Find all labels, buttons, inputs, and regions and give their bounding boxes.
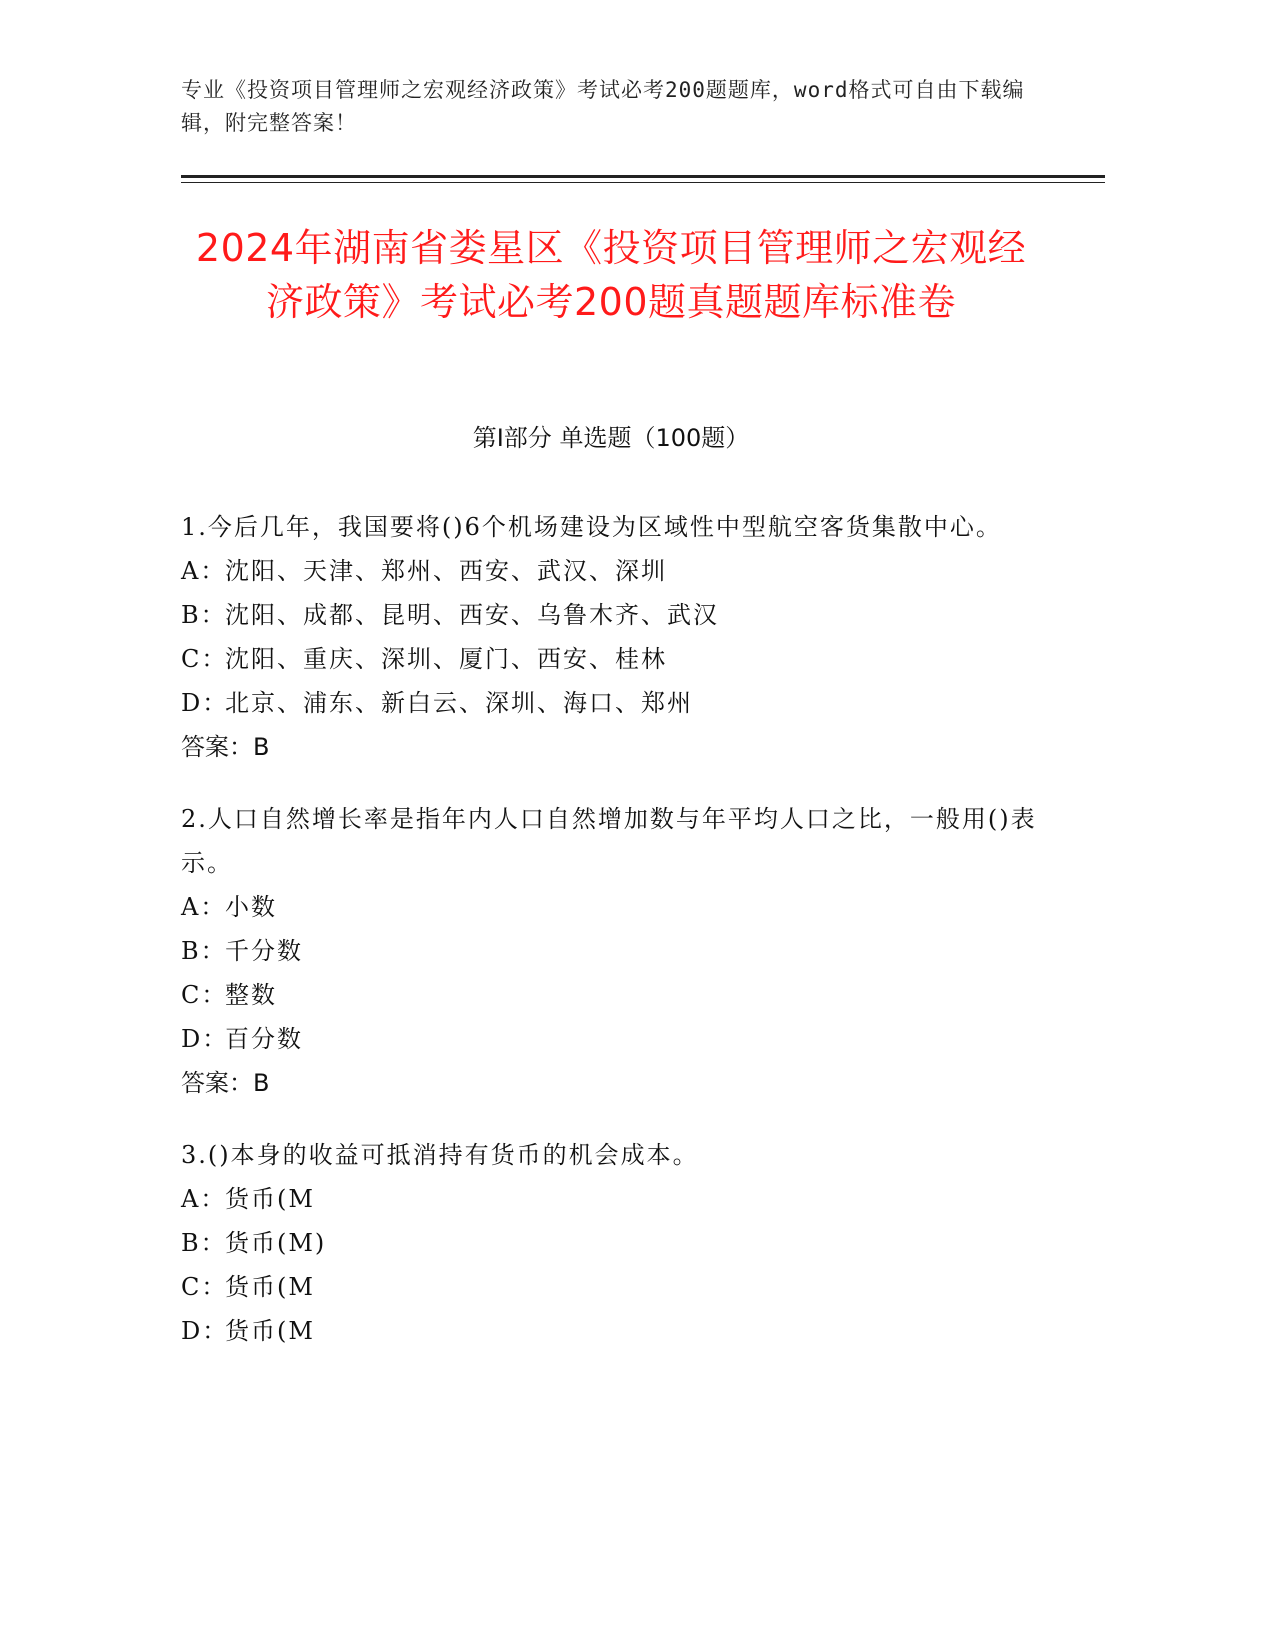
header-rule-thin: [181, 182, 1105, 183]
option-key: C：: [181, 1273, 228, 1301]
option-key: D：: [181, 1317, 229, 1345]
header-note: 专业《投资项目管理师之宏观经济政策》考试必考200题题库，word格式可自由下载编辑，附完整答案！: [181, 78, 1025, 135]
option-d: [181, 1309, 1061, 1353]
question-list: [181, 505, 1061, 1381]
option-key: B：: [181, 1229, 227, 1257]
option-text: 小数: [225, 893, 277, 921]
option-key: B：: [181, 937, 227, 965]
answer: 答案：B: [181, 1069, 270, 1097]
option-d: [181, 1017, 1061, 1061]
option-key: D：: [181, 689, 229, 717]
option-text: 货币(M: [225, 1317, 315, 1345]
question-stem: 3.()本身的收益可抵消持有货币的机会成本。: [181, 1141, 699, 1169]
option-text: 沈阳、成都、昆明、西安、乌鲁木齐、武汉: [225, 601, 719, 629]
option-text: 货币(M: [225, 1273, 315, 1301]
option-text: 北京、浦东、新白云、深圳、海口、郑州: [225, 689, 693, 717]
question-3: [181, 1133, 1061, 1353]
option-key: A：: [181, 893, 227, 921]
header-rule-thick: [181, 175, 1105, 178]
option-key: A：: [181, 557, 227, 585]
option-text: 货币(M): [225, 1229, 327, 1257]
option-b: [181, 1221, 1061, 1265]
question-1: [181, 505, 1061, 769]
document-title: 2024年湖南省娄星区《投资项目管理师之宏观经济政策》考试必考200题真题题库标准卷: [195, 226, 1027, 324]
option-text: 沈阳、重庆、深圳、厦门、西安、桂林: [225, 645, 667, 673]
option-key: A：: [181, 1185, 227, 1213]
section-title: 第Ⅰ部分 单选题（100题）: [472, 424, 750, 452]
option-c: [181, 973, 1061, 1017]
question-2: [181, 797, 1061, 1105]
option-text: 整数: [225, 981, 277, 1009]
option-text: 沈阳、天津、郑州、西安、武汉、深圳: [225, 557, 667, 585]
option-key: D：: [181, 1025, 229, 1053]
question-stem: 1.今后几年，我国要将()6个机场建设为区域性中型航空客货集散中心。: [181, 513, 1002, 541]
option-c: [181, 1265, 1061, 1309]
option-d: [181, 681, 1061, 725]
option-c: [181, 637, 1061, 681]
answer: 答案：B: [181, 733, 270, 761]
option-text: 百分数: [225, 1025, 303, 1053]
option-key: C：: [181, 981, 228, 1009]
option-key: B：: [181, 601, 227, 629]
option-key: C：: [181, 645, 228, 673]
option-a: [181, 1177, 1061, 1221]
option-a: [181, 549, 1061, 593]
option-b: [181, 929, 1061, 973]
option-text: 千分数: [225, 937, 303, 965]
option-b: [181, 593, 1061, 637]
option-text: 货币(M: [225, 1185, 315, 1213]
option-a: [181, 885, 1061, 929]
question-stem: 2.人口自然增长率是指年内人口自然增加数与年平均人口之比，一般用()表示。: [181, 805, 1037, 877]
